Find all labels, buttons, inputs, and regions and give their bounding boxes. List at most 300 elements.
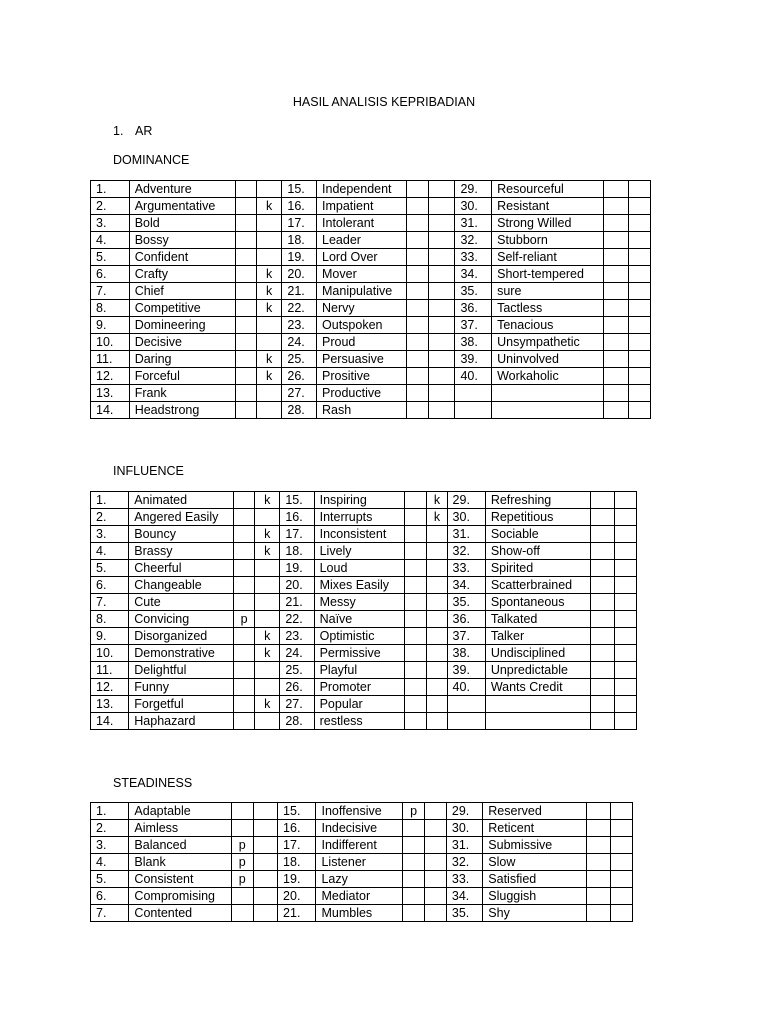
trait-name: Mediator [316,888,403,905]
mark-p [406,232,428,249]
item-number: 8. [91,300,130,317]
item-number: 25. [282,351,317,368]
mark-p [406,317,428,334]
mark-p [235,300,256,317]
mark-k [424,837,446,854]
trait-name: Show-off [485,543,590,560]
mark-p [604,283,628,300]
item-number: 2. [91,509,129,526]
trait-name: Wants Credit [485,679,590,696]
item-number [455,402,492,419]
mark-k [427,560,447,577]
mark-p [590,713,614,730]
trait-name: Refreshing [485,492,590,509]
mark-p [403,837,424,854]
trait-name: Angered Easily [129,509,234,526]
item-number: 9. [91,628,129,645]
mark-p [234,594,255,611]
mark-k [628,249,650,266]
mark-p [406,266,428,283]
mark-k [256,402,281,419]
mark-p [234,509,255,526]
trait-name: Convicing [129,611,234,628]
mark-k [429,266,455,283]
mark-k [253,820,277,837]
mark-k [429,351,455,368]
trait-name: Reserved [483,803,587,820]
item-number: 33. [455,249,492,266]
trait-name: Brassy [129,543,234,560]
mark-k [628,351,650,368]
item-number: 22. [282,300,317,317]
table-row [91,820,633,837]
mark-p [587,820,610,837]
mark-p [587,803,610,820]
item-number: 10. [91,334,130,351]
trait-name: Bold [129,215,235,232]
item-number: 20. [280,577,314,594]
item-number: 2. [91,820,129,837]
mark-k [628,334,650,351]
mark-k [429,402,455,419]
table-row [91,905,633,922]
trait-name: Inconsistent [314,526,405,543]
mark-p [587,871,610,888]
trait-name: Optimistic [314,628,405,645]
mark-k [427,645,447,662]
mark-k: k [256,266,281,283]
table-row [91,713,637,730]
mark-p [406,215,428,232]
mark-k [427,611,447,628]
mark-k [427,696,447,713]
item-number: 9. [91,317,130,334]
mark-p [604,300,628,317]
item-number: 19. [278,871,316,888]
item-number: 20. [278,888,316,905]
item-number: 14. [91,713,129,730]
item-number: 37. [455,317,492,334]
item-number: 32. [455,232,492,249]
trait-name [485,713,590,730]
mark-k [253,837,277,854]
trait-name: Proud [317,334,407,351]
mark-p [604,232,628,249]
trait-name: Adaptable [129,803,231,820]
item-number: 11. [91,662,129,679]
mark-p [604,334,628,351]
mark-k [610,888,632,905]
mark-p [590,662,614,679]
mark-k [253,803,277,820]
trait-name: Productive [317,385,407,402]
item-number: 4. [91,854,129,871]
trait-name: Forgetful [129,696,234,713]
item-number: 38. [447,645,485,662]
mark-p [406,283,428,300]
mark-p [406,249,428,266]
table-row [91,385,651,402]
trait-name: Scatterbrained [485,577,590,594]
mark-k [610,820,632,837]
mark-k [429,283,455,300]
mark-k [628,283,650,300]
mark-k [253,871,277,888]
item-number: 26. [280,679,314,696]
mark-p [587,905,610,922]
trait-name: Demonstrative [129,645,234,662]
item-number: 36. [447,611,485,628]
trait-name: Self-reliant [492,249,604,266]
mark-k [255,679,280,696]
trait-name: Strong Willed [492,215,604,232]
mark-p: p [231,871,253,888]
table-row [91,696,637,713]
item-number: 21. [278,905,316,922]
trait-name: Independent [317,181,407,198]
item-number: 24. [280,645,314,662]
mark-p [590,611,614,628]
mark-p [405,645,427,662]
mark-k [427,713,447,730]
mark-k [610,803,632,820]
trait-name: Delightful [129,662,234,679]
item-number: 5. [91,249,130,266]
trait-name: Uninvolved [492,351,604,368]
trait-name: Bossy [129,232,235,249]
mark-p [604,181,628,198]
trait-name: Haphazard [129,713,234,730]
mark-p [587,854,610,871]
item-number: 34. [446,888,482,905]
mark-p [590,492,614,509]
table-row [91,249,651,266]
mark-k [628,266,650,283]
item-number: 19. [280,560,314,577]
mark-k [614,662,636,679]
item-number: 18. [282,232,317,249]
item-number: 5. [91,871,129,888]
mark-p [234,492,255,509]
mark-p [234,526,255,543]
trait-name: Changeable [129,577,234,594]
table-row [91,594,637,611]
item-number: 25. [280,662,314,679]
item-number: 6. [91,888,129,905]
mark-k [628,215,650,232]
trait-name: Resistant [492,198,604,215]
mark-k [610,871,632,888]
mark-k [614,577,636,594]
mark-k: k [427,492,447,509]
mark-k [614,628,636,645]
item-number: 35. [455,283,492,300]
item-number: 3. [91,837,129,854]
trait-name: Satisfied [483,871,587,888]
mark-p [604,198,628,215]
section-label-influence: INFLUENCE [113,464,184,478]
item-number: 27. [280,696,314,713]
mark-p [590,543,614,560]
trait-name: Lazy [316,871,403,888]
trait-name: Disorganized [129,628,234,645]
mark-k [614,679,636,696]
mark-p [234,560,255,577]
trait-name [485,696,590,713]
trait-name: Lively [314,543,405,560]
mark-p [405,543,427,560]
mark-k: k [255,628,280,645]
mark-p [405,662,427,679]
trait-name: Workaholic [492,368,604,385]
table-row [91,611,637,628]
mark-k: k [256,368,281,385]
mark-p [235,266,256,283]
mark-k [424,803,446,820]
mark-p [405,509,427,526]
trait-name: Contented [129,905,231,922]
mark-k [614,645,636,662]
trait-name: Nervy [317,300,407,317]
trait-name: Consistent [129,871,231,888]
table-row [91,645,637,662]
trait-name: Competitive [129,300,235,317]
item-number: 16. [280,509,314,526]
item-number: 26. [282,368,317,385]
mark-p [590,628,614,645]
trait-name: Mixes Easily [314,577,405,594]
trait-name: Resourceful [492,181,604,198]
mark-p [604,215,628,232]
item-heading [113,124,152,138]
item-number: 29. [455,181,492,198]
trait-name: Aimless [129,820,231,837]
trait-name: Compromising [129,888,231,905]
mark-p: p [231,837,253,854]
mark-p [235,385,256,402]
mark-k [253,888,277,905]
trait-name: Listener [316,854,403,871]
mark-p [234,679,255,696]
item-number: 29. [446,803,482,820]
mark-k: k [255,492,280,509]
mark-k [256,385,281,402]
item-number: 15. [278,803,316,820]
mark-k [429,368,455,385]
mark-k [610,854,632,871]
table-steadiness [90,802,633,922]
section-label-steadiness: STEADINESS [113,776,193,790]
item-number: 39. [455,351,492,368]
mark-p [235,249,256,266]
item-number: 19. [282,249,317,266]
trait-name: Funny [129,679,234,696]
mark-k [424,888,446,905]
trait-name: Messy [314,594,405,611]
mark-p [604,368,628,385]
item-number: 28. [282,402,317,419]
mark-k: k [256,351,281,368]
trait-name: Naïve [314,611,405,628]
item-number: 38. [455,334,492,351]
trait-name: Impatient [317,198,407,215]
mark-k [628,181,650,198]
mark-p [406,351,428,368]
trait-name: Interrupts [314,509,405,526]
item-number: 17. [282,215,317,232]
mark-k [255,509,280,526]
table-row [91,283,651,300]
trait-name: Intolerant [317,215,407,232]
mark-p [406,368,428,385]
trait-name: Cute [129,594,234,611]
mark-k [255,713,280,730]
mark-p [405,594,427,611]
mark-p: p [231,854,253,871]
item-number: 27. [282,385,317,402]
item-number: 3. [91,215,130,232]
document-title: HASIL ANALISIS KEPRIBADIAN [292,95,476,109]
trait-name: Sociable [485,526,590,543]
mark-p [235,215,256,232]
trait-name: Unsympathetic [492,334,604,351]
mark-k [256,317,281,334]
mark-k [429,385,455,402]
mark-k [424,871,446,888]
trait-name: Argumentative [129,198,235,215]
item-number: 29. [447,492,485,509]
mark-p [405,492,427,509]
item-number: 16. [282,198,317,215]
mark-k [614,594,636,611]
mark-p [403,854,424,871]
trait-name: Slow [483,854,587,871]
trait-name: Undisciplined [485,645,590,662]
item-number: 34. [455,266,492,283]
item-number: 18. [278,854,316,871]
table-influence [90,491,637,730]
item-number: 30. [455,198,492,215]
table-row [91,402,651,419]
mark-k [429,300,455,317]
item-number: 4. [91,232,130,249]
mark-k [610,837,632,854]
item-number: 18. [280,543,314,560]
mark-p [235,351,256,368]
table-row [91,526,637,543]
item-number [447,713,485,730]
mark-p [235,317,256,334]
mark-p [234,628,255,645]
item-number: 21. [282,283,317,300]
item-number: 1. [91,181,130,198]
trait-name: Reticent [483,820,587,837]
item-number: 17. [278,837,316,854]
item-number: 16. [278,820,316,837]
mark-p [590,696,614,713]
mark-p [403,905,424,922]
trait-name [492,385,604,402]
mark-p [405,628,427,645]
mark-p [406,181,428,198]
item-number: 2. [91,198,130,215]
trait-name: Cheerful [129,560,234,577]
mark-k [429,215,455,232]
mark-p [235,283,256,300]
trait-name: Popular [314,696,405,713]
mark-k [628,317,650,334]
trait-name: Talkated [485,611,590,628]
trait-name: Lord Over [317,249,407,266]
mark-k [610,905,632,922]
mark-k [429,181,455,198]
mark-p: p [403,803,424,820]
table-row [91,560,637,577]
mark-k [427,628,447,645]
item-number: 32. [446,854,482,871]
mark-p [405,577,427,594]
mark-k [427,543,447,560]
trait-name: Frank [129,385,235,402]
mark-k [256,334,281,351]
item-number [455,385,492,402]
mark-p [406,402,428,419]
mark-k [427,662,447,679]
item-number: 12. [91,679,129,696]
mark-p [587,888,610,905]
trait-name: Spontaneous [485,594,590,611]
trait-name: Crafty [129,266,235,283]
mark-k [255,662,280,679]
mark-p [590,509,614,526]
mark-k [614,611,636,628]
mark-k [614,526,636,543]
item-number: 24. [282,334,317,351]
mark-k [255,560,280,577]
mark-k [424,820,446,837]
mark-k [427,526,447,543]
table-row [91,317,651,334]
mark-p [406,385,428,402]
mark-p [235,402,256,419]
mark-p [234,645,255,662]
item-number: 40. [455,368,492,385]
trait-name: Mover [317,266,407,283]
table-row [91,368,651,385]
mark-p [604,266,628,283]
mark-k: k [427,509,447,526]
section-label-dominance: DOMINANCE [113,153,190,167]
item-number: 15. [282,181,317,198]
item-number: 31. [446,837,482,854]
mark-p [234,662,255,679]
table-row [91,803,633,820]
mark-k [628,300,650,317]
table-row [91,198,651,215]
mark-p [234,713,255,730]
trait-name: Chief [129,283,235,300]
table-row [91,334,651,351]
mark-p: p [234,611,255,628]
trait-name: Manipulative [317,283,407,300]
mark-k [427,594,447,611]
trait-name: Decisive [129,334,235,351]
item-number: 6. [91,577,129,594]
item-number: 8. [91,611,129,628]
trait-name: Headstrong [129,402,235,419]
item-number: 13. [91,385,130,402]
mark-p [403,888,424,905]
